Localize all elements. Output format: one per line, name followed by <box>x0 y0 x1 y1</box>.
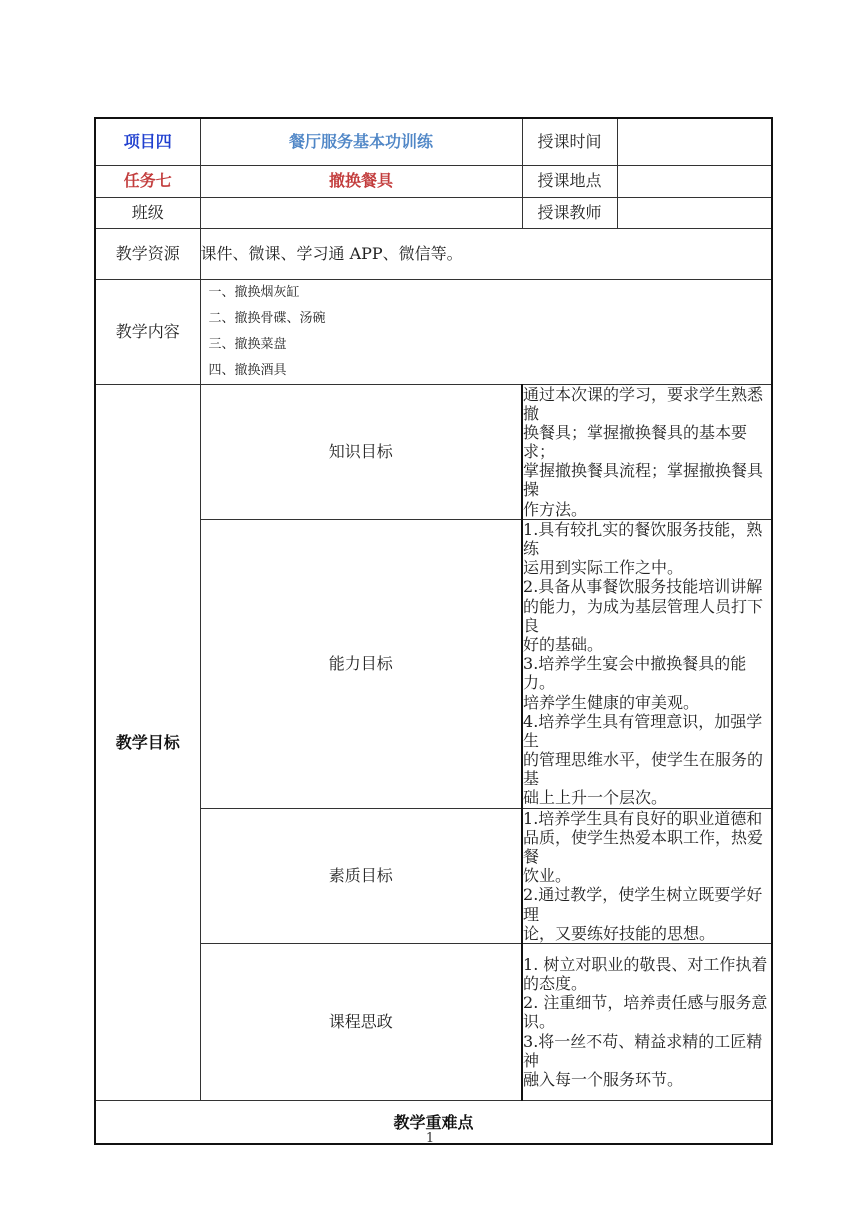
text-line: 识。 <box>523 1012 556 1032</box>
text-line: 换餐具；掌握撤换餐具的基本要求； <box>523 422 748 462</box>
teacher-value[interactable] <box>617 197 772 228</box>
objective-name: 素质目标 <box>200 808 522 943</box>
page-number: 1 <box>425 1131 435 1146</box>
row-content <box>95 279 772 384</box>
text-line: 的管理思维水平，使学生在服务的基 <box>523 750 764 789</box>
class-value[interactable] <box>200 197 522 228</box>
content-item: 四、撤换酒具 <box>208 362 287 378</box>
objective-name: 知识目标 <box>200 384 522 519</box>
text-line: 运用到实际工作之中。 <box>523 558 684 578</box>
objective-row <box>95 384 772 519</box>
text-line: 的能力，为成为基层管理人员打下良 <box>523 596 764 635</box>
text-line: 础上上升一个层次。 <box>523 788 668 808</box>
row-task <box>95 165 772 197</box>
text-line: 饮业。 <box>523 866 572 886</box>
row-class <box>95 197 772 228</box>
text-line: 好的基础。 <box>523 634 604 654</box>
text-line: 2. 注重细节，培养责任感与服务意 <box>523 993 768 1013</box>
text-line: 1.具有较扎实的餐饮服务技能，熟练 <box>523 519 763 558</box>
text-line: 1. 树立对职业的敬畏、对工作执着 <box>523 954 768 974</box>
text-line: 论，又要练好技能的思想。 <box>523 923 716 943</box>
text-line: 通过本次课的学习，要求学生熟悉撤 <box>523 384 764 423</box>
content-item: 二、撤换骨碟、汤碗 <box>208 310 326 326</box>
text-line: 的态度。 <box>523 973 588 993</box>
text-line: 品质，使学生热爱本职工作，热爱餐 <box>523 827 764 866</box>
text-line: 培养学生健康的审美观。 <box>523 692 700 712</box>
text-line: 作方法。 <box>523 499 588 519</box>
class-label: 班级 <box>95 197 200 228</box>
content-label: 教学内容 <box>95 279 200 384</box>
text-line: 3.将一丝不苟、精益求精的工匠精神 <box>523 1031 763 1070</box>
text-line: 1.培养学生具有良好的职业道德和 <box>523 808 763 828</box>
project-label: 项目四 <box>95 118 200 165</box>
text-line: 融入每一个服务环节。 <box>523 1069 684 1089</box>
lesson-plan-table <box>94 117 773 1145</box>
task-title: 撤换餐具 <box>200 165 522 197</box>
objective-name: 能力目标 <box>200 519 522 808</box>
content-item: 三、撤换菜盘 <box>208 336 287 352</box>
place-value[interactable] <box>617 165 772 197</box>
row-project <box>95 118 772 165</box>
time-value[interactable] <box>617 118 772 165</box>
objective-text <box>522 808 772 943</box>
resources-label: 教学资源 <box>95 228 200 279</box>
text-line: 2.具备从事餐饮服务技能培训讲解 <box>523 577 763 597</box>
objective-name: 课程思政 <box>200 943 522 1100</box>
task-label: 任务七 <box>95 165 200 197</box>
objective-text <box>522 384 772 519</box>
key-points-heading: 教学重难点 <box>95 1100 772 1144</box>
objectives-label: 教学目标 <box>95 384 200 1100</box>
text-line: 4.培养学生具有管理意识，加强学生 <box>523 711 763 750</box>
text-line: 掌握撤换餐具流程；掌握撤换餐具操 <box>523 461 764 500</box>
content-item: 一、撤换烟灰缸 <box>208 284 300 300</box>
text-line: 2.通过教学，使学生树立既要学好理 <box>523 885 763 924</box>
content-list <box>200 279 772 384</box>
row-resources <box>95 228 772 279</box>
place-label: 授课地点 <box>522 165 617 197</box>
project-title: 餐厅服务基本功训练 <box>200 118 522 165</box>
time-label: 授课时间 <box>522 118 617 165</box>
teacher-label: 授课教师 <box>522 197 617 228</box>
objective-text <box>522 943 772 1100</box>
text-line: 3.培养学生宴会中撤换餐具的能力。 <box>523 654 747 693</box>
objective-text <box>522 519 772 808</box>
resources-value: 课件、微课、学习通 APP、微信等。 <box>200 228 772 279</box>
